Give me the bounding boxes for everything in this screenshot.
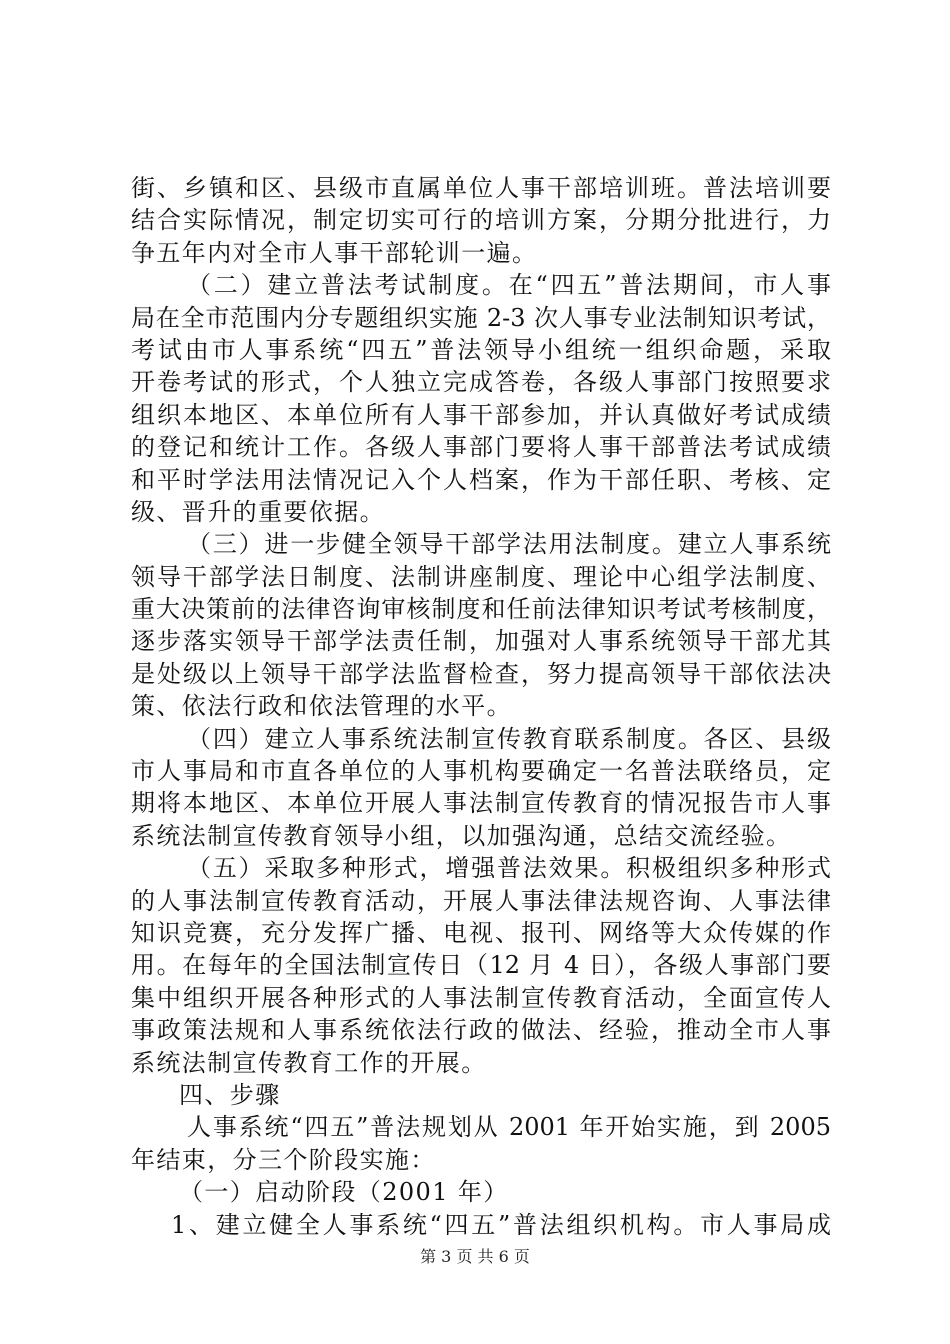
text-line: 领导干部学法日制度、法制讲座制度、理论中心组学法制度、 [131, 562, 831, 591]
text-line: （五）采取多种形式，增强普法效果。积极组织多种形式 [187, 854, 831, 883]
text-line: 街、乡镇和区、县级市直属单位人事干部培训班。普法培训要 [131, 174, 831, 202]
text-line: （三）进一步健全领导干部学法用法制度。建立人事系统 [187, 530, 831, 559]
document-body [131, 172, 831, 1241]
text-line: 年结束，分三个阶段实施： [131, 1145, 436, 1174]
text-line: 考试由市人事系统“四五”普法领导小组统一组织命题，采取 [131, 335, 831, 364]
text-line: 争五年内对全市人事干部轮训一遍。 [131, 238, 538, 267]
text-line: 重大决策前的法律咨询审核制度和任前法律知识考试考核制度， [131, 595, 831, 624]
text-line: 市人事局和市直各单位的人事机构要确定一名普法联络员，定 [131, 757, 831, 786]
text-line: （二）建立普法考试制度。在“四五”普法期间，市人事 [187, 271, 831, 300]
section-heading: 四、步骤 [179, 1080, 281, 1109]
text-line: 结合实际情况，制定切实可行的培训方案，分期分批进行，力 [131, 206, 831, 235]
text-line: 策、依法行政和依法管理的水平。 [131, 692, 512, 721]
text-line: 是处级以上领导干部学法监督检查，努力提高领导干部依法决 [131, 659, 831, 688]
text-line: 系统法制宣传教育工作的开展。 [131, 1048, 487, 1077]
text-line: 人事系统“四五”普法规划从 2001 年开始实施，到 2005 [187, 1113, 831, 1142]
text-line: 集中组织开展各种形式的人事法制宣传教育活动，全面宣传人 [131, 983, 831, 1012]
text-line: 期将本地区、本单位开展人事法制宣传教育的情况报告市人事 [131, 789, 831, 818]
text-line: 的人事法制宣传教育活动，开展人事法律法规咨询、人事法律 [131, 886, 831, 915]
text-line: 逐步落实领导干部学法责任制，加强对人事系统领导干部尤其 [131, 627, 831, 656]
text-line: 局在全市范围内分专题组织实施 2-3 次人事专业法制知识考试， [131, 303, 831, 332]
text-line: （四）建立人事系统法制宣传教育联系制度。各区、县级 [187, 724, 831, 753]
text-line: 和平时学法用法情况记入个人档案，作为干部任职、考核、定 [131, 465, 831, 494]
text-line: 事政策法规和人事系统依法行政的做法、经验，推动全市人事 [131, 1016, 831, 1045]
text-line: 的登记和统计工作。各级人事部门要将人事干部普法考试成绩 [131, 433, 831, 462]
text-line: 用。在每年的全国法制宣传日（12 月 4 日），各级人事部门要 [131, 951, 831, 980]
text-line: 开卷考试的形式，个人独立完成答卷，各级人事部门按照要求 [131, 368, 831, 397]
page-number: 第 3 页 共 6 页 [420, 1247, 530, 1266]
text-line: 组织本地区、本单位所有人事干部参加，并认真做好考试成绩 [131, 400, 831, 429]
text-line: 1、建立健全人事系统“四五”普法组织机构。市人事局成 [171, 1210, 831, 1239]
subsection-heading: （一）启动阶段（2001 年） [179, 1178, 509, 1207]
text-line: 系统法制宣传教育领导小组，以加强沟通，总结交流经验。 [131, 821, 792, 850]
text-line: 知识竞赛，充分发挥广播、电视、报刊、网络等大众传媒的作 [131, 918, 831, 947]
text-line: 级、晋升的重要依据。 [131, 497, 385, 526]
